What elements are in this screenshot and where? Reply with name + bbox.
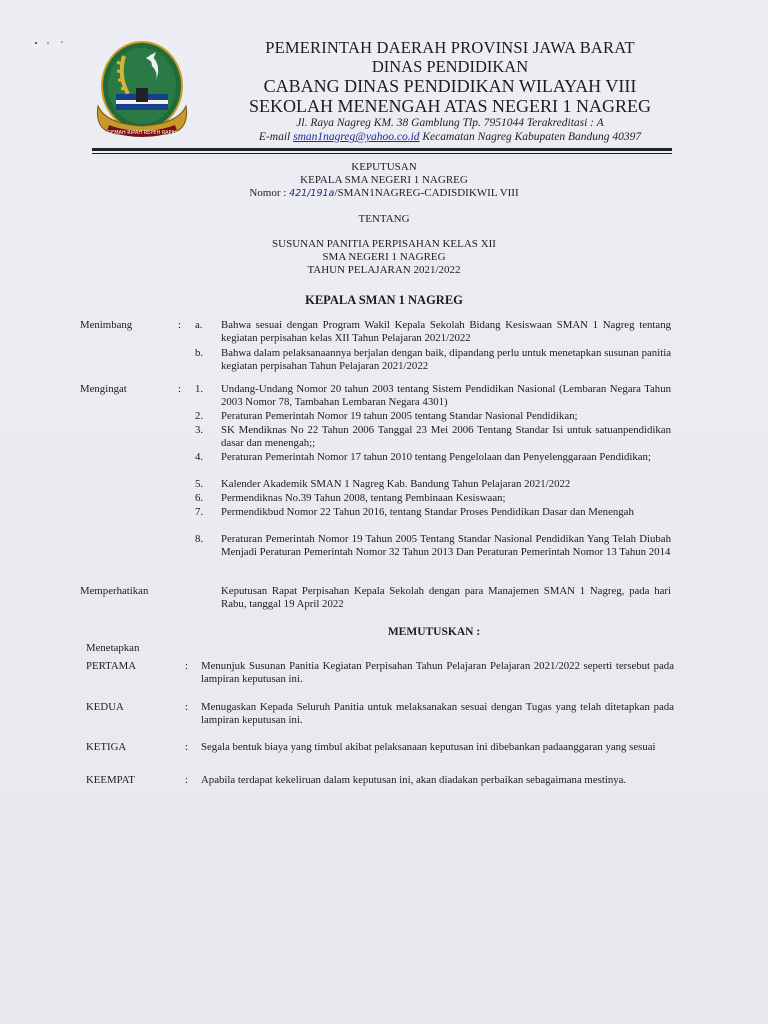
letterhead-email-line bbox=[200, 130, 700, 144]
decision-label-pertama: PERTAMA bbox=[86, 660, 137, 672]
memperhatikan-text: Keputusan Rapat Perpisahan Kepala Sekolah dengan para Manajemen SMAN 1 Nagreg, pada hari Rabu, tanggal 19 April 2022 bbox=[221, 585, 671, 611]
menimbang-item-b: Bahwa dalam pelaksanaannya berjalan dengan baik, dipandang perlu untuk menetapkan susunan panitia kegiatan perpisahan Tahun Pelajaran 2021/2022 bbox=[221, 347, 671, 373]
decision-text-pertama: Menunjuk Susunan Panitia Kegiatan Perpisahan Tahun Pelajaran Pelajaran 2021/2022 seperti tersebut pada lampiran keputusan ini. bbox=[201, 660, 674, 686]
menimbang-item-a: Bahwa sesuai dengan Program Wakil Kepala Sekolah Bidang Kesiswaan SMAN 1 Nagreg tentang kegiatan perpisahan kelas XII Tahun Pelajaran 2021/2022 bbox=[221, 319, 671, 345]
mengingat-item-4: Peraturan Pemerintah Nomor 17 tahun 2010 tentang Pengelolaan dan Penyelenggaraan Pendidikan; bbox=[221, 451, 651, 463]
mengingat-label: Mengingat bbox=[80, 383, 127, 395]
decision-label-keempat: KEEMPAT bbox=[86, 774, 135, 786]
header-rule-thick bbox=[92, 148, 672, 151]
mengingat-num-4: 4. bbox=[195, 451, 204, 463]
menimbang-num-b: b. bbox=[195, 347, 204, 359]
mengingat-num-7: 7. bbox=[195, 506, 204, 518]
decree-number bbox=[0, 187, 768, 200]
mengingat-item-3: SK Mendiknas No 22 Tahun 2006 Tanggal 23 Mei 2006 Tentang Standar Isi untuk satuanpendidikan dasar dan menengah;; bbox=[221, 424, 671, 450]
letterhead-line-2: DINAS PENDIDIKAN bbox=[371, 57, 529, 76]
decision-text-keempat: Apabila terdapat kekeliruan dalam keputusan ini, akan diadakan perbaikan sebagaimana mestinya. bbox=[201, 774, 627, 786]
mengingat-num-6: 6. bbox=[195, 492, 204, 504]
province-emblem-logo bbox=[88, 36, 196, 144]
menimbang-num-a: a. bbox=[195, 319, 203, 331]
tentang-title: TENTANG bbox=[358, 213, 410, 225]
letterhead-line-1: PEMERINTAH DAERAH PROVINSI JAWA BARAT bbox=[265, 38, 635, 57]
decision-colon-ketiga: : bbox=[185, 741, 188, 753]
email-suffix: Kecamatan Nagreg Kabupaten Bandung 40397 bbox=[422, 131, 642, 143]
decision-colon-kedua: : bbox=[185, 701, 188, 713]
mengingat-item-1: Undang-Undang Nomor 20 tahun 2003 tentang Sistem Pendidikan Nasional (Lembaran Negara Tahun 2003 Nomor 78, Tambahan Lembaran Negara 4301) bbox=[221, 383, 671, 409]
kepala-title: KEPALA SMA NEGERI 1 NAGREG bbox=[300, 174, 468, 186]
scan-speck-marks bbox=[34, 40, 64, 46]
decision-label-kedua: KEDUA bbox=[86, 701, 124, 713]
logo-motto-text: GEMAH RIPAH REPEH RAPIH bbox=[107, 130, 177, 136]
decision-label-ketiga: KETIGA bbox=[86, 741, 127, 753]
mengingat-num-3: 3. bbox=[195, 424, 204, 436]
keputusan-title: KEPUTUSAN bbox=[351, 161, 417, 173]
letterhead-address: Jl. Raya Nagreg KM. 38 Gamblung Tlp. 7951044 Terakreditasi : A bbox=[296, 117, 604, 129]
mengingat-num-2: 2. bbox=[195, 410, 204, 422]
nomor-rest: /SMAN1NAGREG-CADISDIKWIL VIII bbox=[334, 187, 519, 199]
memutuskan-heading: MEMUTUSKAN : bbox=[387, 626, 481, 638]
menimbang-colon: : bbox=[178, 319, 181, 331]
mengingat-item-8: Peraturan Pemerintah Nomor 19 Tahun 2005 Tentang Standar Nasional Pendidikan Yang Telah Diubah Menjadi Peraturan Pemerintah Nomor 32 Tahun 2013 Dan Peraturan Pemerintah Nomor 13 Tahun 2014 bbox=[221, 533, 671, 559]
mengingat-item-2: Peraturan Pemerintah Nomor 19 tahun 2005 tentang Standar Nasional Pendidikan; bbox=[221, 410, 578, 422]
mengingat-num-1: 1. bbox=[195, 383, 204, 395]
subject-line-2: SMA NEGERI 1 NAGREG bbox=[322, 251, 446, 263]
menetapkan-label: Menetapkan bbox=[86, 642, 140, 654]
letterhead bbox=[200, 38, 700, 144]
nomor-handwritten: 421/191a bbox=[289, 188, 335, 199]
decision-colon-pertama: : bbox=[185, 660, 188, 672]
subject-line-3: TAHUN PELAJARAN 2021/2022 bbox=[307, 264, 461, 276]
mengingat-item-5: Kalender Akademik SMAN 1 Nagreg Kab. Bandung Tahun Pelajaran 2021/2022 bbox=[221, 478, 571, 490]
decision-text-kedua: Menugaskan Kepada Seluruh Panitia untuk melaksanakan sesuai dengan Tugas yang telah ditetapkan pada lampiran keputusan ini. bbox=[201, 701, 674, 727]
header-rule-thin bbox=[92, 153, 672, 154]
mengingat-num-8: 8. bbox=[195, 533, 204, 545]
decision-text-ketiga: Segala bentuk biaya yang timbul akibat pelaksanaan keputusan ini dibebankan padaanggaran yang sesuai bbox=[201, 741, 656, 753]
mengingat-item-6: Permendiknas No.39 Tahun 2008, tentang Pembinaan Kesiswaan; bbox=[221, 492, 506, 504]
mengingat-colon: : bbox=[178, 383, 181, 395]
nomor-label: Nomor : bbox=[249, 187, 287, 199]
letterhead-line-4: SEKOLAH MENENGAH ATAS NEGERI 1 NAGREG bbox=[248, 96, 652, 116]
menimbang-label: Menimbang bbox=[80, 319, 133, 331]
mengingat-num-5: 5. bbox=[195, 478, 204, 490]
letterhead-line-3: CABANG DINAS PENDIDIKAN WILAYAH VIII bbox=[263, 76, 637, 96]
email-prefix: E-mail bbox=[258, 131, 291, 143]
mengingat-item-7: Permendikbud Nomor 22 Tahun 2016, tentang Standar Proses Pendidikan Dasar dan Menengah bbox=[221, 506, 634, 518]
subject-line-1: SUSUNAN PANITIA PERPISAHAN KELAS XII bbox=[272, 238, 496, 250]
kepala-heading: KEPALA SMAN 1 NAGREG bbox=[305, 293, 463, 307]
memperhatikan-label: Memperhatikan bbox=[80, 585, 149, 597]
email-link[interactable]: sman1nagreg@yahoo.co.id bbox=[293, 131, 420, 143]
decision-colon-keempat: : bbox=[185, 774, 188, 786]
